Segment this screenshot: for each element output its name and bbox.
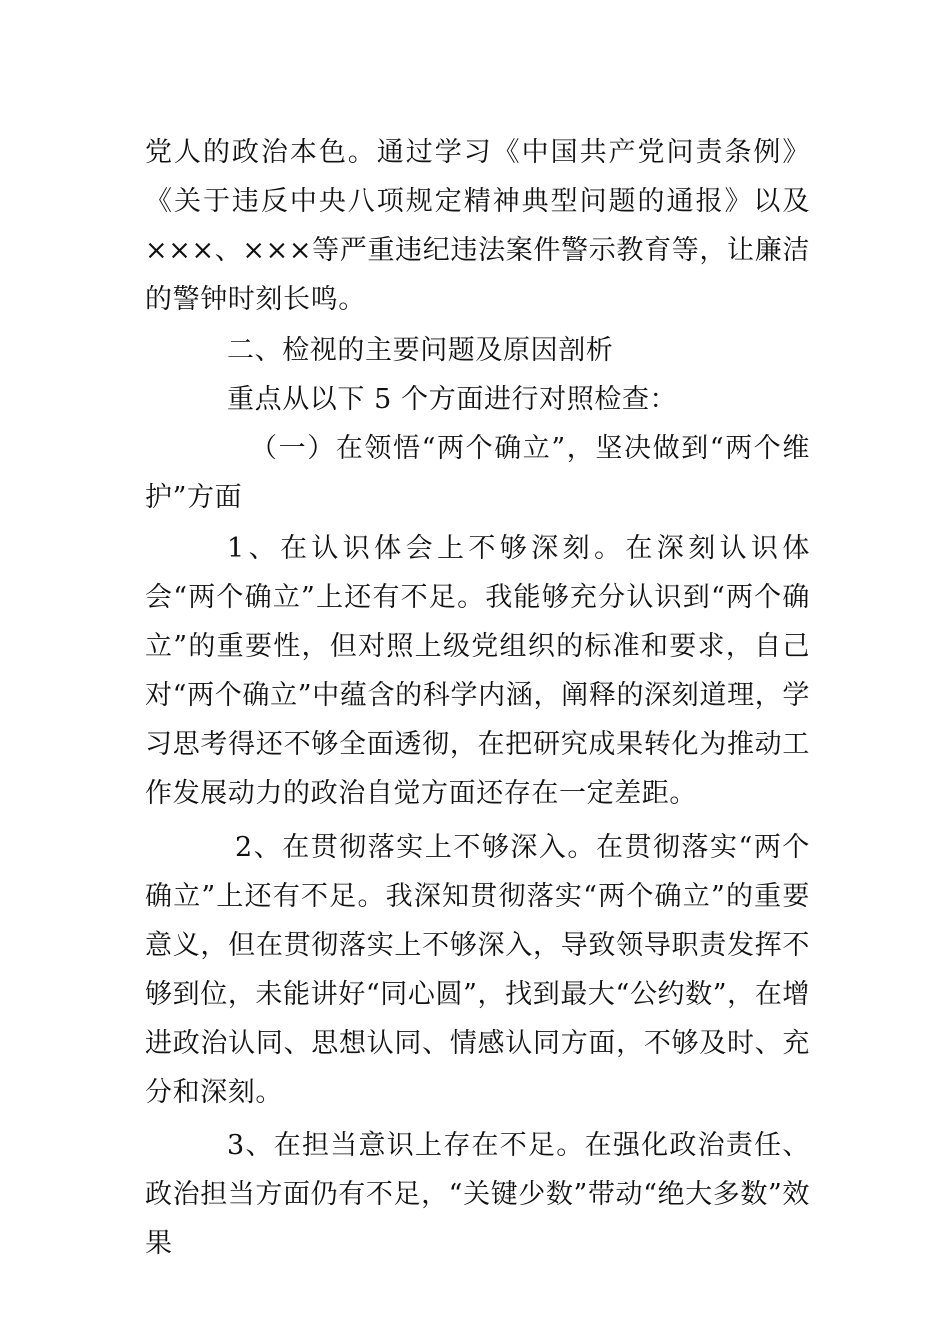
paragraph-point-2: 2、在贯彻落实上不够深入。在贯彻落实“两个确立”上还有不足。我深知贯彻落实“两个确立”的重要意义，但在贯彻落实上不够深入，导致领导职责发挥不够到位，未能讲好“同心圆”，找到最大“公约数”，在增进政治认同、思想认同、情感认同方面，不够及时、充分和深刻。 xyxy=(145,832,810,1108)
subsection-heading: （一）在领悟“两个确立”，坚决做到“两个维护”方面 xyxy=(145,433,810,513)
paragraph-continuation: 党人的政治本色。通过学习《中国共产党问责条例》《关于违反中央八项规定精神典型问题的通报》以及×××、×××等严重违纪违法案件警示教育等，让廉洁的警钟时刻长鸣。 xyxy=(145,137,810,315)
section-heading: 二、检视的主要问题及原因剖析 xyxy=(227,335,614,366)
intro-line: 重点从以下 5 个方面进行对照检查： xyxy=(227,384,678,415)
paragraph-point-3: 3、在担当意识上存在不足。在强化政治责任、政治担当方面仍有不足，“关键少数”带动“绝大多数”效果 xyxy=(145,1130,810,1259)
paragraph-point-1: 1、在认识体会上不够深刻。在深刻认识体会“两个确立”上还有不足。我能够充分认识到“两个确立”的重要性，但对照上级党组织的标准和要求，自己对“两个确立”中蕴含的科学内涵，阐释的深刻道理，学习思考得还不够全面透彻，在把研究成果转化为推动工作发展动力的政治自觉方面还存在一定差距。 xyxy=(145,533,810,809)
